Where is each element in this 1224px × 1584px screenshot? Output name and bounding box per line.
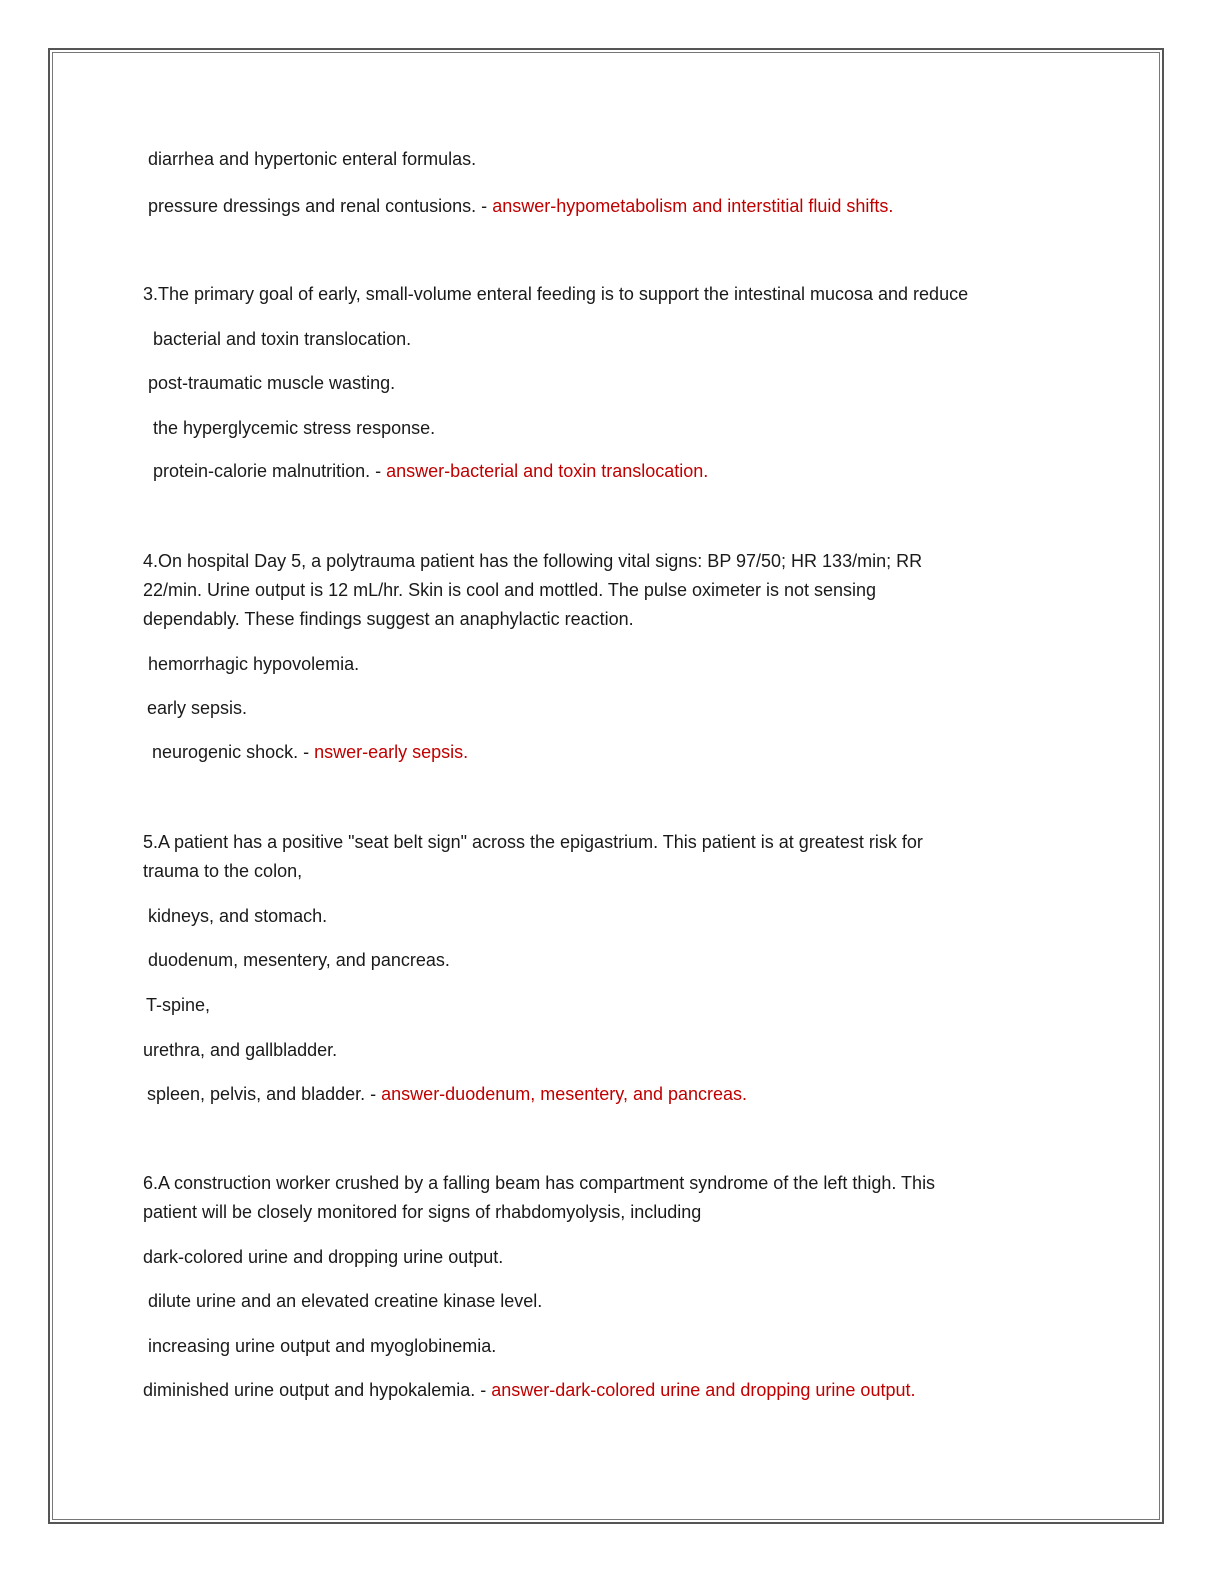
line-text: increasing urine output and myoglobinemia. (148, 1336, 497, 1356)
line-text: pressure dressings and renal contusions. - (148, 196, 493, 216)
line-text: diminished urine output and hypokalemia. - (143, 1380, 492, 1400)
question-line (143, 576, 876, 605)
question-line (143, 605, 634, 634)
line-text: early sepsis. (147, 698, 248, 718)
question-line (143, 1169, 935, 1198)
question-line (146, 991, 210, 1020)
question-line (148, 902, 327, 931)
line-text: dilute urine and an elevated creatine kinase level. (148, 1291, 543, 1311)
question-line (148, 650, 359, 679)
line-text: dark-colored urine and dropping urine output. (143, 1247, 504, 1267)
line-text: urethra, and gallbladder. (143, 1040, 338, 1060)
line-text: kidneys, and stomach. (148, 906, 328, 926)
line-text: protein-calorie malnutrition. - (153, 461, 387, 481)
question-line (143, 280, 968, 309)
line-text: post-traumatic muscle wasting. (148, 373, 396, 393)
question-line (143, 1243, 503, 1272)
line-text: bacterial and toxin translocation. (153, 329, 412, 349)
line-text: 3.The primary goal of early, small-volume enteral feeding is to support the intestinal mucosa and reduce (143, 284, 969, 304)
answer-text: answer-dark-colored urine and dropping urine output. (491, 1380, 916, 1400)
line-text: spleen, pelvis, and bladder. - (147, 1084, 382, 1104)
question-line (143, 1036, 337, 1065)
question-line (148, 145, 476, 174)
answer-text: nswer-early sepsis. (314, 742, 469, 762)
line-text: 22/min. Urine output is 12 mL/hr. Skin is cool and mottled. The pulse oximeter is not sensing (143, 580, 877, 600)
line-text: trauma to the colon, (143, 861, 303, 881)
question-line (143, 1198, 701, 1227)
question-line (143, 828, 923, 857)
line-text: 5.A patient has a positive "seat belt sign" across the epigastrium. This patient is at greatest risk for (143, 832, 923, 852)
question-line (153, 325, 411, 354)
question-line (153, 414, 435, 443)
question-line (148, 1287, 542, 1316)
line-text: dependably. These findings suggest an anaphylactic reaction. (143, 609, 634, 629)
question-line (147, 694, 247, 723)
line-text: T-spine, (146, 995, 211, 1015)
answer-text: answer-bacterial and toxin translocation. (386, 461, 709, 481)
line-text: the hyperglycemic stress response. (153, 418, 436, 438)
question-line-with-answer (147, 1080, 747, 1109)
answer-text: answer-duodenum, mesentery, and pancreas. (381, 1084, 748, 1104)
question-line (143, 547, 922, 576)
question-line-with-answer (152, 738, 468, 767)
line-text: 4.On hospital Day 5, a polytrauma patient has the following vital signs: BP 97/50; HR 133/min; RR (143, 551, 923, 571)
line-text: diarrhea and hypertonic enteral formulas. (148, 149, 477, 169)
line-text: 6.A construction worker crushed by a falling beam has compartment syndrome of the left thigh. This (143, 1173, 936, 1193)
line-text: patient will be closely monitored for signs of rhabdomyolysis, including (143, 1202, 702, 1222)
answer-text: answer-hypometabolism and interstitial fluid shifts. (492, 196, 894, 216)
question-line-with-answer (148, 192, 893, 221)
question-line-with-answer (153, 457, 708, 486)
question-line-with-answer (143, 1376, 915, 1405)
question-line (148, 946, 450, 975)
line-text: duodenum, mesentery, and pancreas. (148, 950, 450, 970)
line-text: hemorrhagic hypovolemia. (148, 654, 360, 674)
question-line (148, 369, 395, 398)
question-line (148, 1332, 496, 1361)
line-text: neurogenic shock. - (152, 742, 315, 762)
question-line (143, 857, 302, 886)
